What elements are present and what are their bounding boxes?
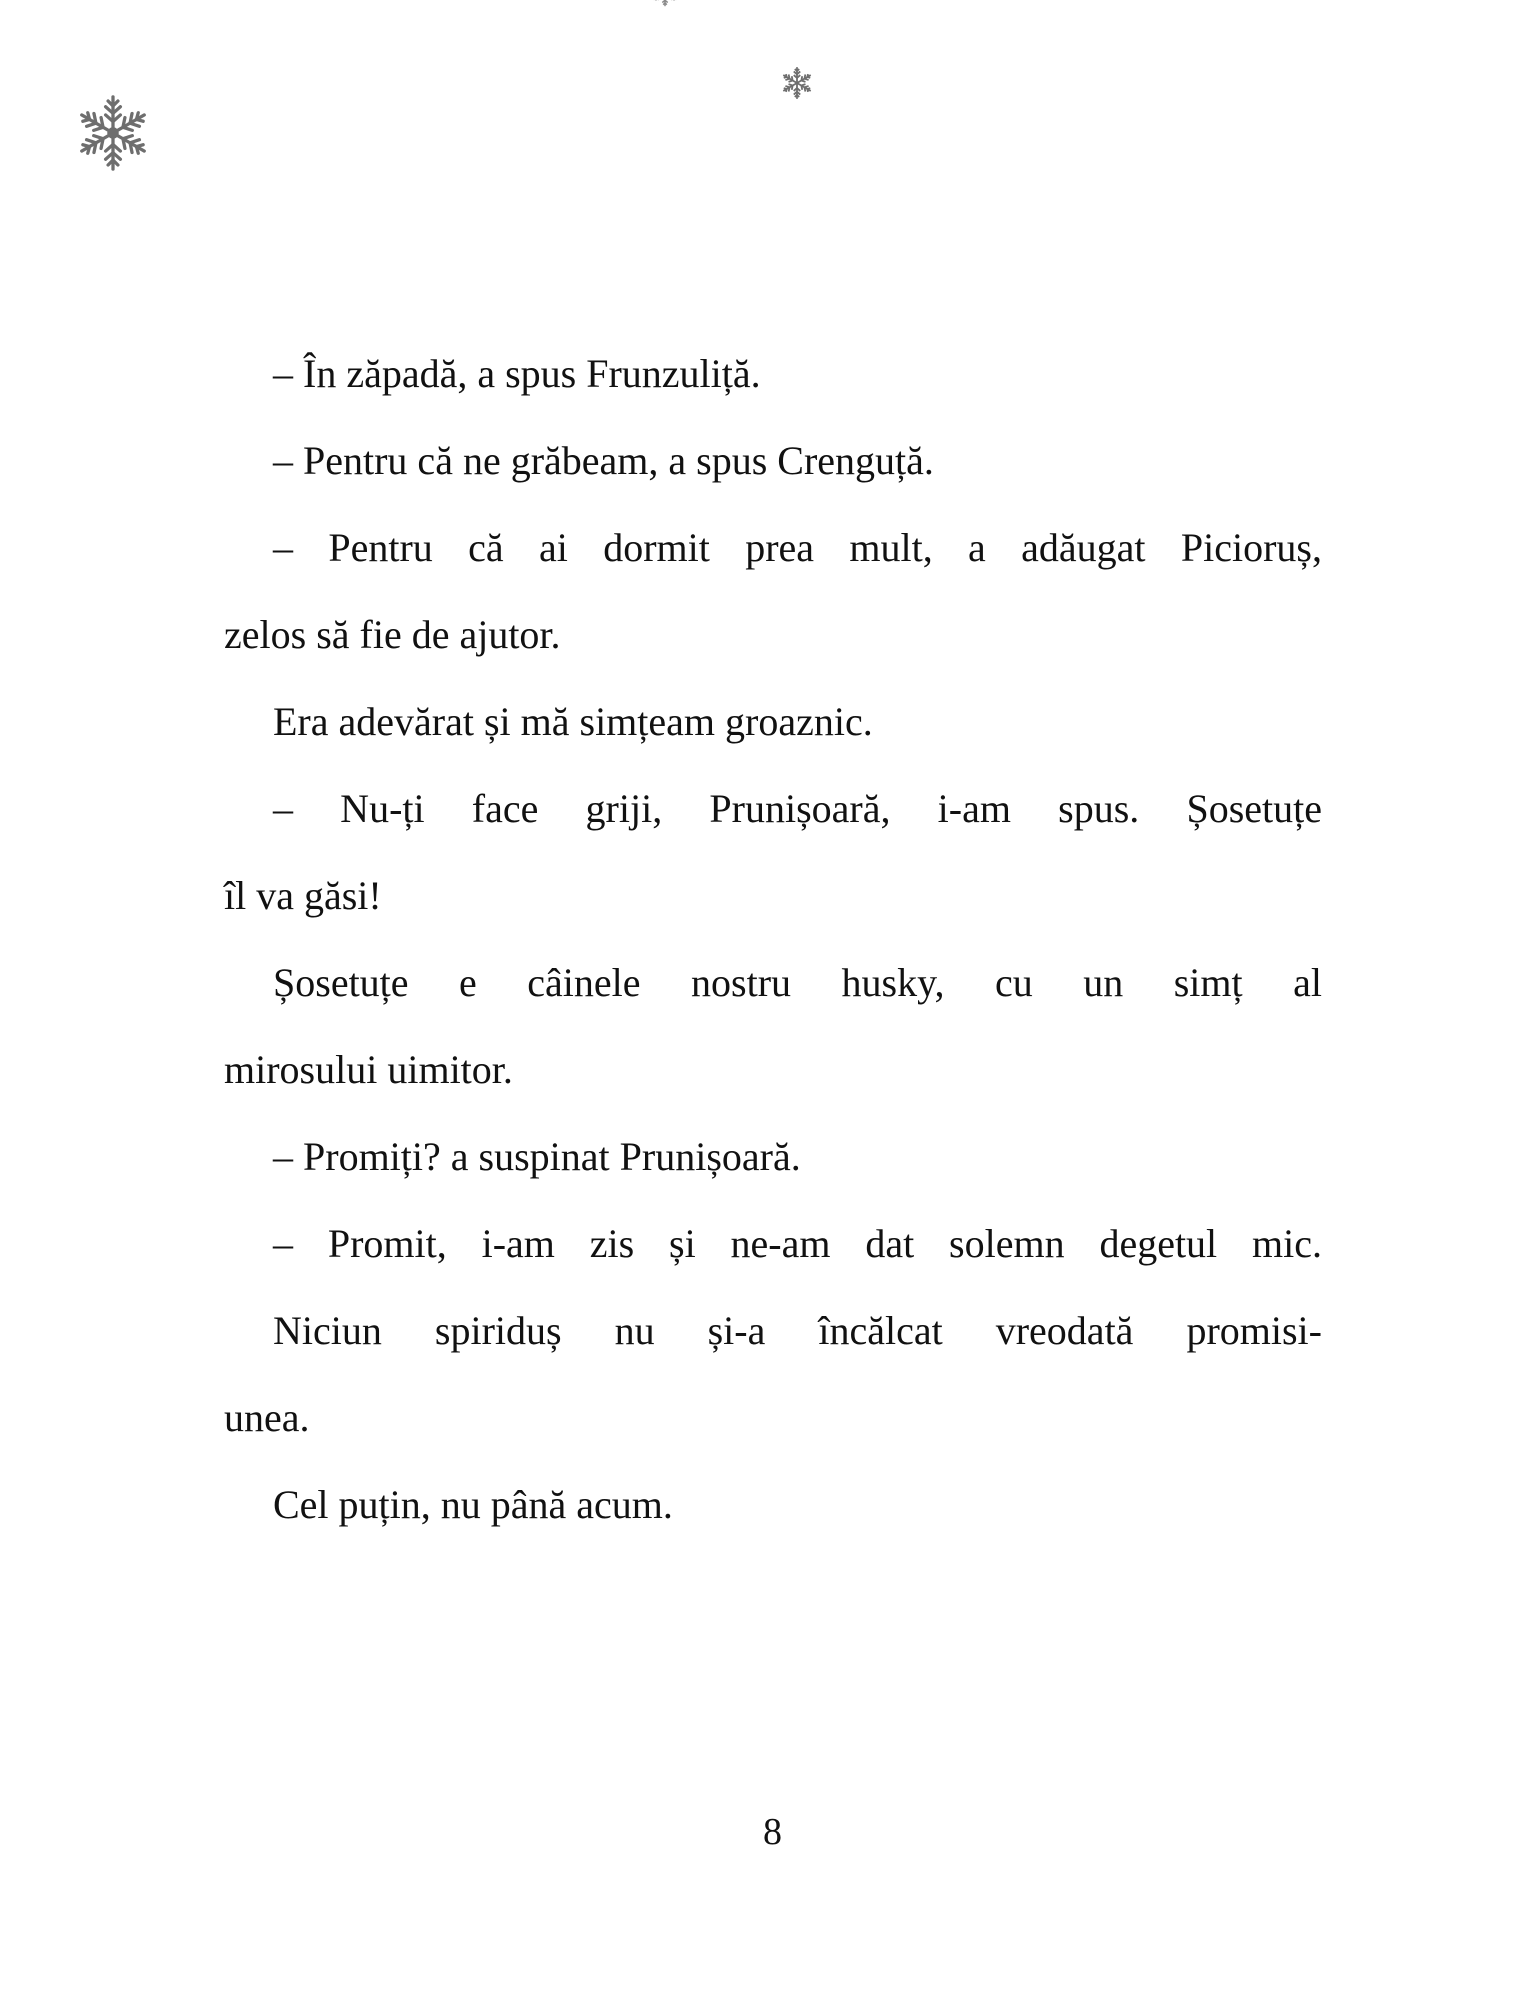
text-line: îl va găsi! <box>224 873 382 918</box>
text-line: Niciun spiriduș nu și-a încălcat vreodată promisi- <box>273 1308 1322 1353</box>
text-line: Șosetuțe e câinele nostru husky, cu un simț al <box>273 960 1322 1005</box>
body-text <box>224 330 1322 1548</box>
page-number: 8 <box>763 1811 782 1853</box>
text-line: Era adevărat și mă simțeam groaznic. <box>273 699 873 744</box>
text-line: – Promiți? a suspinat Prunișoară. <box>273 1134 801 1179</box>
snowflake-icon <box>779 65 815 101</box>
snowflake-icon <box>72 92 154 174</box>
text-line: – În zăpadă, a spus Frunzuliță. <box>273 351 761 396</box>
text-line: unea. <box>224 1395 310 1440</box>
text-line: mirosului uimitor. <box>224 1047 513 1092</box>
text-line: Cel puțin, nu până acum. <box>273 1482 673 1527</box>
text-line: zelos să fie de ajutor. <box>224 612 561 657</box>
snowflake-icon <box>650 0 680 8</box>
text-line: – Pentru că ai dormit prea mult, a adăugat Picioruș, <box>273 525 1322 570</box>
text-line: – Pentru că ne grăbeam, a spus Crenguță. <box>273 438 934 483</box>
text-line: – Nu-ți face griji, Prunișoară, i-am spus. Șosetuțe <box>273 786 1322 831</box>
text-line: – Promit, i-am zis și ne-am dat solemn degetul mic. <box>273 1221 1322 1266</box>
